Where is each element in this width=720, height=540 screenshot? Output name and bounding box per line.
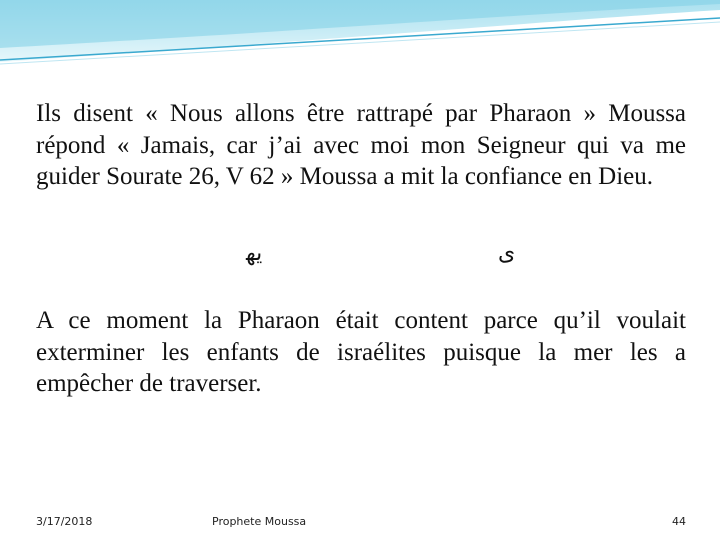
footer-page-number: 44 [672,515,686,528]
arabic-glyph-left: ﻳﻬ [246,241,263,266]
slide-header-banner [0,0,720,80]
paragraph-2: A ce moment la Pharaon était content parce qu’il voulait exterminer les enfants de israélites puisque la mer les a empêcher de traverser. [36,307,686,397]
footer-title: Prophete Moussa [212,515,307,528]
arabic-glyph-right: ﻯ [498,241,516,266]
footer-date: 3/17/2018 [36,515,93,528]
paragraph-1: Ils disent « Nous allons être rattrapé par Pharaon » Moussa répond « Jamais, car j’ai avec moi mon Seigneur qui va me guider Sourate 26, V 62 » Moussa a mit la confiance en Dieu. [36,100,686,190]
